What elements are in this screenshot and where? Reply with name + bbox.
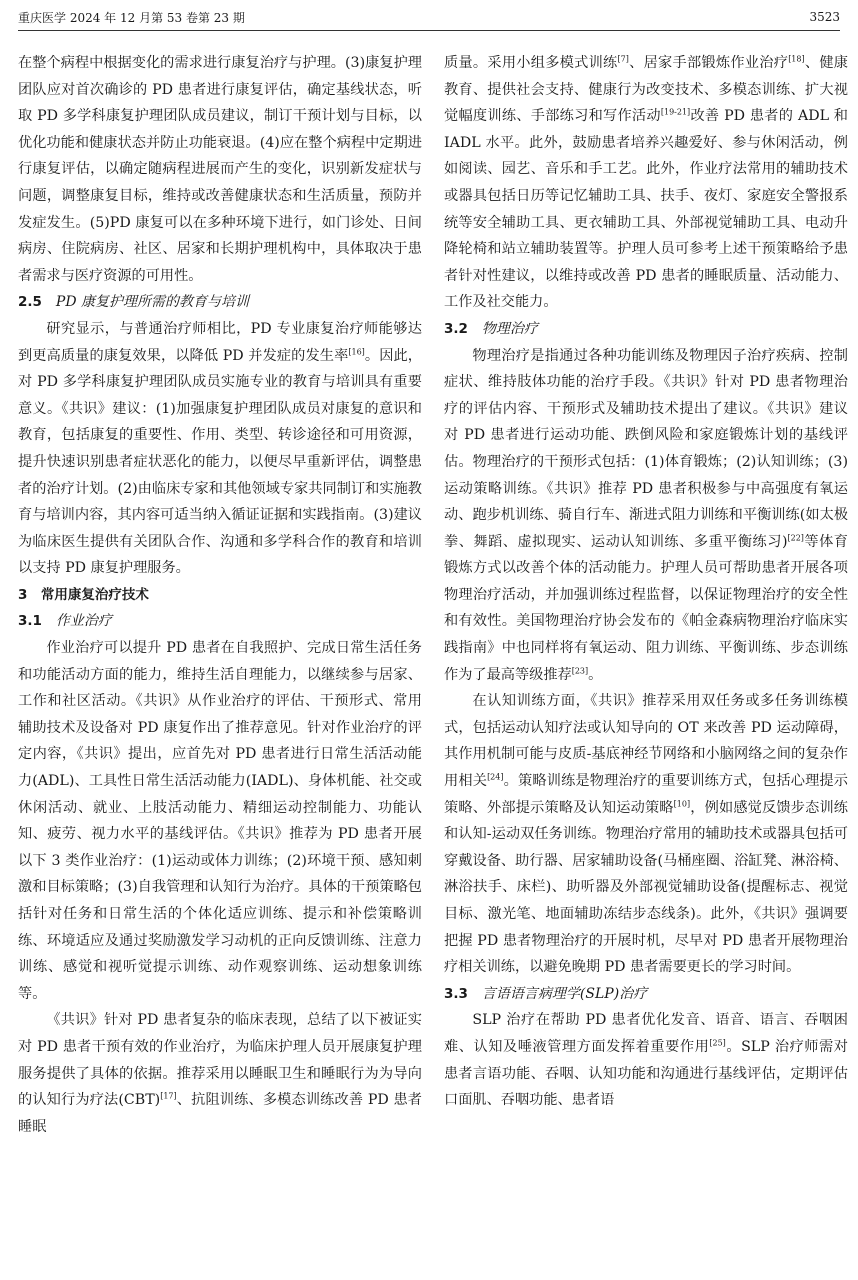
text-run: 研究显示，与普通治疗师相比，PD 专业康复治疗师能够达到更高质量的康复效果，以降低 PD 并发症的发生率	[18, 320, 422, 364]
text-run: ，例如感觉反馈步态训练和认知-运动双任务训练。物理治疗常用的辅助技术或器具包括可穿戴设备、助行器、居家辅助设备(马桶座圈、浴缸凳、淋浴椅、淋浴扶手、床栏)、助听器及外部视觉辅助设备(提醒标志、视觉目标、激光笔、地面辅助冻结步态线条)。此外，《共识》强调要把握 PD 患者物理治疗的开展时机，尽早对 PD 患者开展物理治疗相关训练，以避免晚期 PD 患者需要更长的学习时间。	[444, 799, 848, 976]
citation: [10]	[673, 798, 691, 808]
section-3-2-heading	[444, 316, 848, 343]
right-column	[444, 50, 848, 1114]
paragraph-occupational-therapy: 作业治疗可以提升 PD 患者在自我照护、完成日常生活任务和功能活动方面的能力，维持生活自理能力，以继续参与居家、工作和社区活动。《共识》从作业治疗的评估、干预形式、常用辅助技术及设备对 PD 康复作出了推荐意见。针对作业治疗的评定内容，《共识》提出，应首先对 PD 患者进行日常生活活动能力(ADL)、工具性日常生活活动能力(IADL)、身体机能、社交或休闲活动、就业、上肢活动能力、精细运动控制能力、功能认知、疲劳、视力水平的基线评估。《共识》推荐为 PD 患者开展以下 3 类作业治疗：(1)运动或体力训练；(2)环境干预、感知刺激和目标策略；(3)自我管理和认知行为治疗。具体的干预策略包括针对任务和日常生活的个体化适应训练、提示和补偿策略训练、环境适应及通过奖励激发学习动机的正向反馈训练、注意力训练、感觉和视听觉提示训练、动作观察训练、运动想象训练等。	[18, 640, 422, 1002]
section-3-1-heading	[18, 608, 422, 635]
citation: [22]	[787, 532, 804, 542]
section-2-5-heading	[18, 289, 422, 316]
section-number: 3.2	[444, 320, 468, 337]
text-run: 改善 PD 患者的 ADL 和 IADL 水平。此外，鼓励患者培养兴趣爱好、参与休闲活动，例如阅读、园艺、音乐和手工艺。此外，作业疗法常用的辅助技术或器具包括日历等记忆辅助工具、扶手、夜灯、家庭安全警报系统等安全辅助工具、更衣辅助工具、外部视觉辅助工具、电动升降轮椅和站立辅助装置等。护理人员可参考上述干预策略给予患者针对性建议，以维持或改善 PD 患者的睡眠质量、活动能力、工作及社交能力。	[444, 108, 848, 311]
text-run: 。策略训练是物理治疗的重要训练方式，包括心理提示策略、外部提示策略及认知运动策略	[444, 773, 848, 816]
journal-info: 重庆医学 2024 年 12 月第 53 卷第 23 期	[18, 10, 245, 25]
paragraph-physical-therapy	[444, 343, 848, 689]
citation: [7]	[617, 54, 629, 64]
text-run: 。	[588, 666, 603, 683]
citation: [19-21]	[660, 107, 691, 117]
running-header	[18, 6, 840, 28]
header-rule	[18, 30, 840, 31]
section-title: 言语语言病理学(SLP)治疗	[481, 985, 648, 1002]
text-run: 。因此，对 PD 多学科康复护理团队成员实施专业的教育与培训具有重要意义。《共识》建议：(1)加强康复护理团队成员对康复的意识和教育，包括康复的重要性、作用、类型、转诊途径和可用资源，提升快速识别患者症状恶化的能力，以便尽早重新评估，调整患者的治疗计划。(2)由临床专家和其他领域专家共同制订和实施教育与培训内容，其内容可适当纳入循证证据和实践指南。(3)建议为临床医生提供有关团队合作、沟通和多学科合作的教育和培训以支持 PD 康复护理服务。	[18, 347, 422, 577]
citation: [16]	[348, 346, 365, 356]
text-run: SLP 治疗在帮助 PD 患者优化发音、语音、语言、吞咽困难、认知及唾液管理方面发挥着重要作用	[444, 1012, 848, 1055]
left-column	[18, 50, 422, 1140]
paragraph-continued	[444, 50, 848, 316]
citation: [18]	[788, 54, 805, 64]
text-run: 等体育锻炼方式以改善个体的活动能力。护理人员可帮助患者开展各项物理治疗活动，并加强训练过程监督，以保证物理治疗的安全性和有效性。美国物理治疗协会发布的《帕金森病物理治疗临床实践指南》中也同样将有氧运动、阻力训练、平衡训练、步态训练作为了最高等级推荐	[444, 533, 848, 683]
section-number: 3.1	[18, 613, 42, 630]
paragraph-cognitive-training	[444, 688, 848, 981]
text-run: 、居家手部锻炼作业治疗	[628, 55, 789, 71]
section-number: 3.3	[444, 985, 468, 1002]
text-run: 、抗阻训练、多模态训练改善 PD 患者睡眠	[18, 1092, 422, 1135]
section-3-heading: 3 常用康复治疗技术	[18, 586, 149, 603]
text-run: 。SLP 治疗师需对患者言语功能、吞咽、认知功能和沟通进行基线评估，定期评估口面肌、吞咽功能、患者语	[444, 1038, 848, 1109]
citation: [23]	[571, 665, 589, 675]
section-3-3-heading	[444, 981, 848, 1008]
paragraph-continued: 在整个病程中根据变化的需求进行康复治疗与护理。(3)康复护理团队应对首次确诊的 PD 患者进行康复评估，确定基线状态，听取 PD 多学科康复护理团队成员建议，制订干预计划与目标，以优化功能和健康状态并防止功能衰退。(4)应在整个病程中定期进行康复评估，以确定随病程进展而产生的变化，识别新发症状与问题，调整康复目标，维持或改善健康状态和生活质量，预防并发症发生。(5)PD 康复可以在多种环境下进行，如门诊处、日间病房、住院病房、社区、居家和长期护理机构中，具体取决于患者需求与医疗资源的可用性。	[18, 55, 422, 284]
text-run: 在认知训练方面，《共识》推荐采用双任务或多任务训练模式，包括运动认知疗法或认知导向的 OT 来改善 PD 运动障碍，其作用机制可能与皮质-基底神经节网络和小脑网络之间的复杂作用相关	[444, 693, 848, 790]
paragraph-occupational-evidence	[18, 1007, 422, 1140]
text-run: 物理治疗是指通过各种功能训练及物理因子治疗疾病、控制症状、维持肢体功能的治疗手段。《共识》针对 PD 患者物理治疗的评估内容、干预形式及辅助技术提出了建议。《共识》建议对 PD 患者进行运动功能、跌倒风险和家庭锻炼计划的基线评估。物理治疗的干预形式包括：(1)体育锻炼；(2)认知训练；(3)运动策略训练。《共识》推荐 PD 患者积极参与中高强度有氧运动、跑步机训练、骑自行车、渐进式阻力训练和平衡训练(如太极拳、舞蹈、虚拟现实、运动认知训练、多重平衡练习)	[444, 347, 848, 550]
paragraph-slp-therapy	[444, 1007, 848, 1113]
citation: [24]	[487, 772, 504, 782]
text-run: 《共识》针对 PD 患者复杂的临床表现，总结了以下被证实对 PD 患者干预有效的作业治疗，为临床护理人员开展康复护理服务提供了具体的依据。推荐采用以睡眠卫生和睡眠行为为导向的认知行为疗法(CBT)	[18, 1012, 422, 1109]
section-number: 2.5	[18, 294, 42, 311]
section-title: 作业治疗	[55, 613, 112, 630]
text-run: 质量。采用小组多模式训练	[444, 55, 618, 71]
section-title: PD 康复护理所需的教育与培训	[55, 294, 250, 311]
citation: [25]	[709, 1038, 726, 1048]
page-number: 3523	[809, 10, 840, 24]
citation: [17]	[160, 1091, 177, 1101]
paragraph-education	[18, 316, 422, 582]
text-run: 、健康教育、提供社会支持、健康行为改变技术、多模态训练、扩大视觉幅度训练、手部练习和写作活动	[444, 55, 848, 125]
section-title: 物理治疗	[481, 320, 538, 337]
